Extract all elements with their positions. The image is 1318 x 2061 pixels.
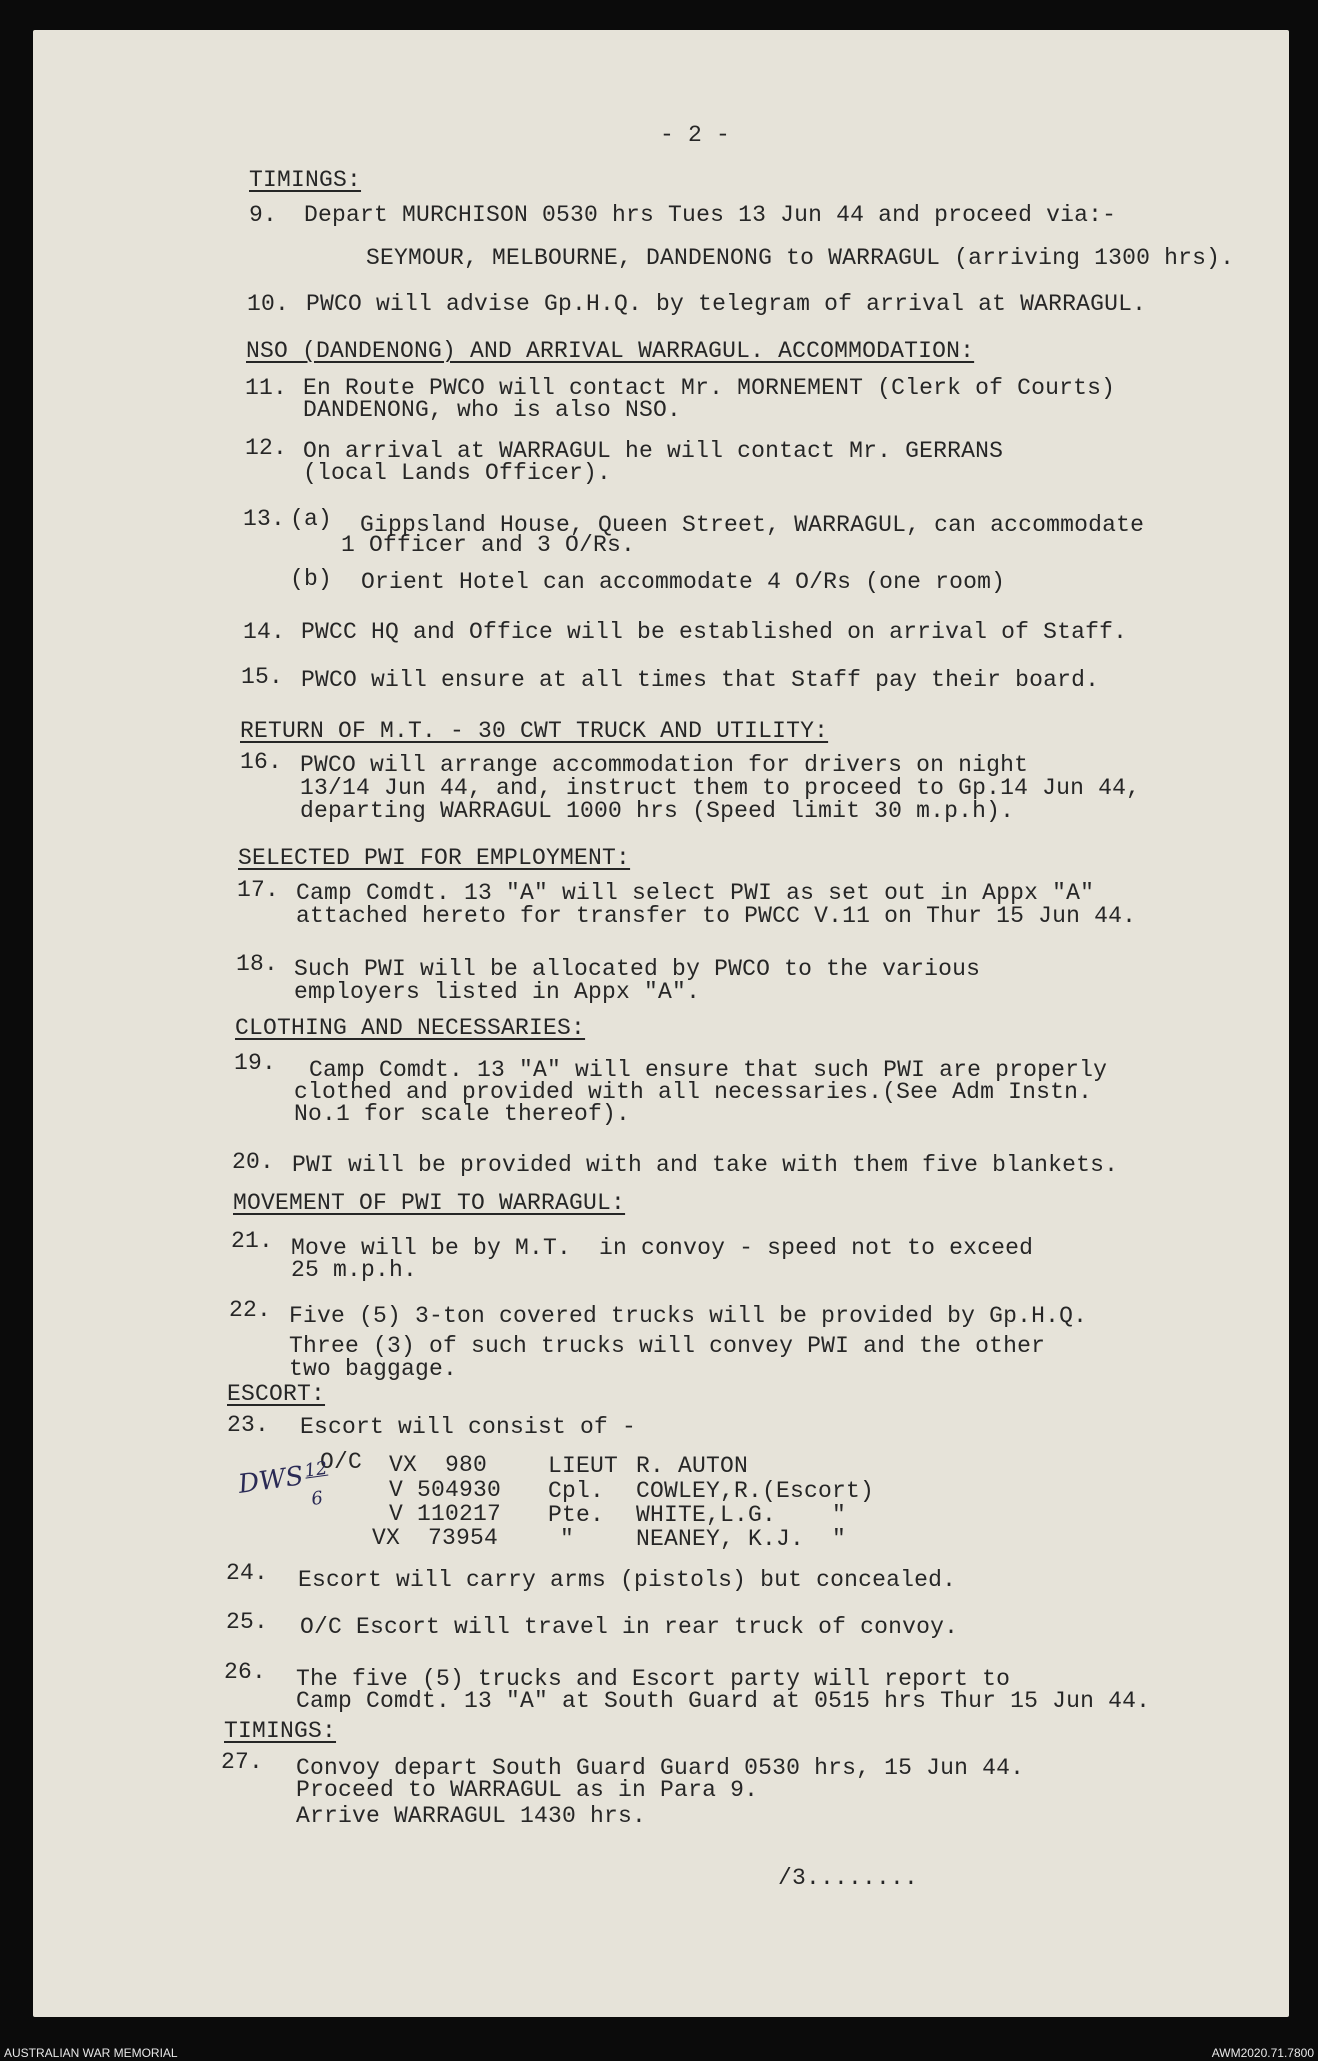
para-12-number: 12.: [245, 435, 288, 461]
para-13-a-line-1: Gippsland House, Queen Street, WARRAGUL, can accommodate: [360, 512, 1145, 538]
para-18-line-1: Such PWI will be allocated by PWCO to the various: [294, 956, 981, 982]
escort-row-4-number: VX 73954: [372, 1525, 499, 1551]
footer-right: AWM2020.71.7800: [1211, 2046, 1314, 2060]
para-16-number: 16.: [240, 749, 283, 775]
para-16-line-2: 13/14 Jun 44, and, instruct them to proceed to Gp.14 Jun 44,: [300, 775, 1141, 801]
para-27-line-3: Arrive WARRAGUL 1430 hrs.: [296, 1803, 647, 1829]
continuation-marker: /3........: [778, 1865, 919, 1891]
para-19-line-3: No.1 for scale thereof).: [294, 1101, 631, 1127]
para-24-number: 24.: [226, 1560, 269, 1586]
heading-selected-pwi: SELECTED PWI FOR EMPLOYMENT:: [238, 845, 631, 871]
para-21-line-1: Move will be by M.T. in convoy - speed not to exceed: [291, 1235, 1034, 1261]
para-13-b-line-1: Orient Hotel can accommodate 4 O/Rs (one room): [361, 569, 1006, 595]
heading-clothing: CLOTHING AND NECESSARIES:: [235, 1015, 586, 1041]
para-20-line-1: PWI will be provided with and take with them five blankets.: [292, 1152, 1119, 1178]
page-number: - 2 -: [660, 122, 731, 148]
para-11-line-1: En Route PWCO will contact Mr. MORNEMENT (Clerk of Courts): [303, 375, 1116, 401]
para-22-number: 22.: [229, 1297, 272, 1323]
para-19-line-1: Camp Comdt. 13 "A" will ensure that such PWI are properly: [309, 1057, 1108, 1083]
para-9-number: 9.: [249, 202, 278, 228]
escort-row-1-prefix: O/C: [320, 1449, 363, 1475]
para-9-line-2: SEYMOUR, MELBOURNE, DANDENONG to WARRAGUL (arriving 1300 hrs).: [366, 245, 1235, 271]
escort-row-3-rank: Pte.: [548, 1502, 605, 1528]
escort-row-1-name: R. AUTON: [636, 1453, 749, 1479]
handwritten-initials: DWS: [236, 1461, 306, 1500]
para-9-line-1: Depart MURCHISON 0530 hrs Tues 13 Jun 44 and proceed via:-: [304, 202, 1117, 228]
para-26-line-1: The five (5) trucks and Escort party will report to: [296, 1666, 1011, 1692]
para-18-number: 18.: [236, 951, 279, 977]
escort-row-1-rank: LIEUT: [548, 1453, 619, 1479]
heading-return-mt: RETURN OF M.T. - 30 CWT TRUCK AND UTILITY:: [240, 718, 829, 744]
para-17-line-2: attached hereto for transfer to PWCC V.11 on Thur 15 Jun 44.: [296, 903, 1137, 929]
escort-row-4-rank: ": [560, 1526, 575, 1552]
para-18-line-2: employers listed in Appx "A".: [294, 979, 701, 1005]
escort-row-4-name: NEANEY, K.J. ": [636, 1526, 847, 1552]
para-14-number: 14.: [243, 619, 286, 645]
handwritten-date-bottom: 6: [310, 1487, 325, 1510]
para-11-line-2: DANDENONG, who is also NSO.: [303, 397, 682, 423]
para-17-line-1: Camp Comdt. 13 "A" will select PWI as set out in Appx "A": [296, 880, 1095, 906]
escort-row-2-name: COWLEY,R.(Escort): [636, 1478, 875, 1504]
para-26-number: 26.: [224, 1659, 267, 1685]
para-16-line-1: PWCO will arrange accommodation for drivers on night: [300, 752, 1029, 778]
para-25-line-1: O/C Escort will travel in rear truck of convoy.: [300, 1614, 959, 1640]
escort-row-2-number: V 504930: [389, 1477, 502, 1503]
heading-movement: MOVEMENT OF PWI TO WARRAGUL:: [233, 1190, 626, 1216]
para-22-line-2: Three (3) of such trucks will convey PWI and the other: [289, 1333, 1046, 1359]
heading-timings: TIMINGS:: [249, 167, 362, 193]
para-11-number: 11.: [245, 375, 288, 401]
para-10-line-1: PWCO will advise Gp.H.Q. by telegram of arrival at WARRAGUL.: [306, 291, 1147, 317]
escort-row-2-rank: Cpl.: [548, 1478, 605, 1504]
para-25-number: 25.: [226, 1609, 269, 1635]
document-page: [33, 30, 1289, 2017]
escort-row-3-number: V 110217: [389, 1501, 502, 1527]
para-21-line-2: 25 m.p.h.: [291, 1257, 418, 1283]
para-26-line-2: Camp Comdt. 13 "A" at South Guard at 0515 hrs Thur 15 Jun 44.: [296, 1688, 1151, 1714]
para-10-number: 10.: [247, 291, 290, 317]
escort-row-3-name: WHITE,L.G. ": [636, 1502, 847, 1528]
footer-left: AUSTRALIAN WAR MEMORIAL: [4, 2046, 178, 2060]
para-24-line-1: Escort will carry arms (pistols) but concealed.: [298, 1567, 957, 1593]
heading-nso-accommodation: NSO (DANDENONG) AND ARRIVAL WARRAGUL. ACCOMMODATION:: [246, 338, 975, 364]
para-23-line-1: Escort will consist of -: [300, 1414, 637, 1440]
para-27-number: 27.: [221, 1749, 264, 1775]
para-15-number: 15.: [241, 664, 284, 690]
para-22-line-1: Five (5) 3-ton covered trucks will be provided by Gp.H.Q.: [289, 1303, 1088, 1329]
heading-timings-2: TIMINGS:: [224, 1718, 337, 1744]
para-13-b-label: (b): [290, 566, 333, 592]
para-12-line-2: (local Lands Officer).: [303, 460, 612, 486]
heading-escort: ESCORT:: [227, 1381, 326, 1407]
escort-row-1-number: VX 980: [389, 1452, 488, 1478]
para-14-line-1: PWCC HQ and Office will be established on arrival of Staff.: [301, 619, 1128, 645]
para-16-line-3: departing WARRAGUL 1000 hrs (Speed limit 30 m.p.h).: [300, 798, 1015, 824]
para-15-line-1: PWCO will ensure at all times that Staff pay their board.: [301, 667, 1100, 693]
para-19-number: 19.: [234, 1050, 277, 1076]
para-17-number: 17.: [237, 877, 280, 903]
para-27-line-2: Proceed to WARRAGUL as in Para 9.: [296, 1777, 759, 1803]
para-20-number: 20.: [232, 1149, 275, 1175]
para-13-a-label: (a): [290, 506, 333, 532]
para-19-line-2: clothed and provided with all necessaries.(See Adm Instn.: [294, 1079, 1093, 1105]
para-22-line-3: two baggage.: [289, 1356, 458, 1382]
para-13-a-line-2: 1 Officer and 3 O/Rs.: [341, 532, 636, 558]
para-13-number: 13.: [243, 506, 286, 532]
para-27-line-1: Convoy depart South Guard Guard 0530 hrs, 15 Jun 44.: [296, 1755, 1025, 1781]
handwritten-date-top: 12: [303, 1457, 329, 1482]
para-21-number: 21.: [231, 1228, 274, 1254]
para-12-line-1: On arrival at WARRAGUL he will contact Mr. GERRANS: [303, 438, 1004, 464]
para-23-number: 23.: [227, 1412, 270, 1438]
